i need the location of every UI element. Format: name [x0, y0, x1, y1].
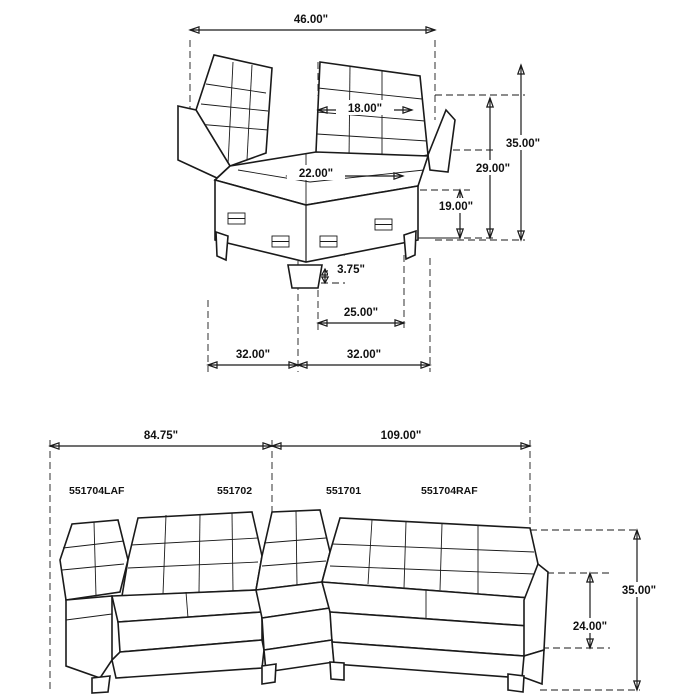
dim-19-label: 19.00": [438, 201, 474, 213]
part-label-551704RAF: 551704RAF: [421, 485, 478, 497]
dim-29-label: 29.00": [475, 163, 511, 175]
top-figure-group: [178, 11, 548, 372]
dim-leg-height: [322, 261, 374, 283]
dim-overall-width: [190, 11, 435, 33]
dim-46-label: 46.00": [293, 14, 329, 26]
part-label-551701: 551701: [326, 485, 362, 497]
dim-overall-height-bottom: [614, 530, 664, 690]
dim-35-label-bottom: 35.00": [621, 585, 657, 597]
dim-375-label: 3.75": [337, 264, 365, 276]
part-label-551702: 551702: [217, 485, 253, 497]
dim-25-label: 25.00": [343, 307, 379, 319]
dim-18-label: 18.00": [347, 103, 383, 115]
bottom-figure-group: [50, 427, 664, 693]
dim-base-depth: [318, 304, 404, 326]
dim-overall-height: [498, 65, 548, 240]
dim-right-span: [272, 427, 530, 449]
dim-22-label: 22.00": [298, 168, 334, 180]
dim-32-left-label: 32.00": [235, 349, 271, 361]
dim-seat-height: [430, 190, 482, 238]
dim-35-label-top: 35.00": [505, 138, 541, 150]
sectional-illustration: [60, 510, 548, 693]
dim-left-base-width: [208, 346, 298, 368]
part-label-551704LAF: 551704LAF: [69, 485, 125, 497]
dim-24-label: 24.00": [572, 621, 608, 633]
dim-8475-label: 84.75": [143, 430, 179, 442]
dim-32-right-label: 32.00": [346, 349, 382, 361]
dim-back-height: [468, 98, 518, 238]
dim-seat-back-height: [564, 573, 616, 648]
dim-109-label: 109.00": [380, 430, 422, 442]
dim-left-span: [50, 427, 272, 449]
dim-right-base-width: [298, 346, 430, 368]
